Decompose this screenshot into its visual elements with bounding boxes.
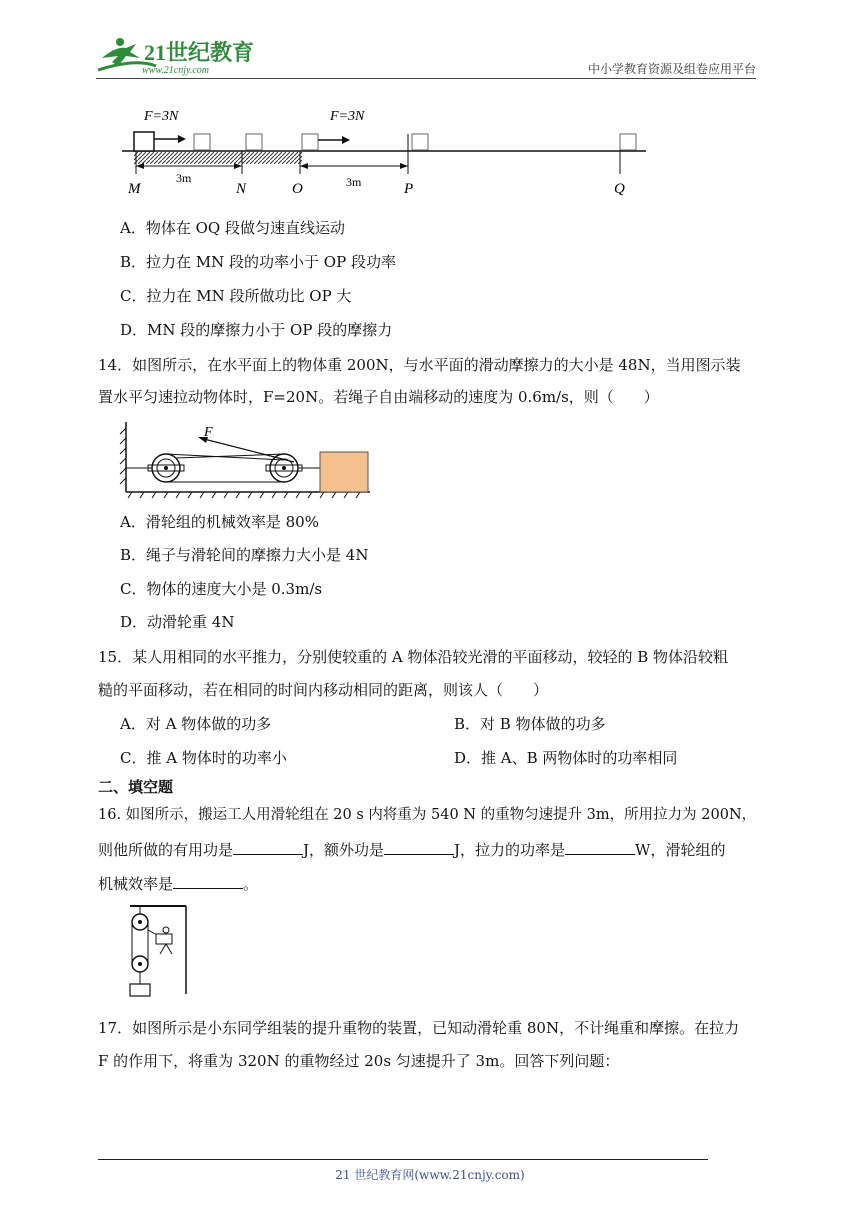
q16-stem-line3 xyxy=(98,873,258,894)
force-label-1: F=3N xyxy=(144,109,179,124)
blank-useful-work[interactable] xyxy=(233,839,303,855)
q15-stem-line2: 糙的平面移动，若在相同的时间内移动相同的距离，则该人（ ） xyxy=(98,681,549,699)
q13-option-d: D．MN 段的摩擦力小于 OP 段的摩擦力 xyxy=(120,321,393,339)
blank-extra-work[interactable] xyxy=(384,839,454,855)
header-rule xyxy=(96,78,756,79)
figure-q14 xyxy=(118,420,374,500)
point-label-p: P xyxy=(404,181,414,197)
q16-text-power: J，拉力的功率是 xyxy=(454,841,566,859)
logo-url: www.21cnjy.com xyxy=(142,65,210,76)
section-heading: 二、填空题 xyxy=(98,778,174,796)
header-platform-text: 中小学教育资源及组卷应用平台 xyxy=(587,62,756,76)
distance-label-mn: 3m xyxy=(176,171,192,185)
distance-label-op: 3m xyxy=(346,175,362,189)
point-label-o: O xyxy=(292,181,303,197)
q13-option-c: C．拉力在 MN 段所做功比 OP 大 xyxy=(120,287,352,305)
footer-rule xyxy=(98,1159,708,1160)
q15-option-b: B．对 B 物体做的功多 xyxy=(454,715,606,733)
q14-option-b: B．绳子与滑轮间的摩擦力大小是 4N xyxy=(120,546,369,564)
q14-option-a: A．滑轮组的机械效率是 80% xyxy=(120,513,319,531)
blank-power[interactable] xyxy=(565,839,635,855)
force-label-2: F=3N xyxy=(330,109,365,124)
point-label-q: Q xyxy=(614,181,625,197)
point-label-n: N xyxy=(236,181,247,197)
q14-option-d: D．动滑轮重 4N xyxy=(120,613,235,631)
q14-option-c: C．物体的速度大小是 0.3m/s xyxy=(120,580,323,598)
blank-efficiency[interactable] xyxy=(173,873,243,889)
q14-stem-line2: 置水平匀速拉动物体时，F=20N。若绳子自由端移动的速度为 0.6m/s，则（ ） xyxy=(98,388,659,406)
q16-text-extra-work: J，额外功是 xyxy=(303,841,385,859)
figure-q16 xyxy=(122,900,192,1004)
q17-stem-line2: F 的作用下，将重为 320N 的重物经过 20s 匀速提升了 3m。回答下列问题： xyxy=(98,1052,620,1070)
q13-option-b: B．拉力在 MN 段的功率小于 OP 段功率 xyxy=(120,253,396,271)
q16-text-efficiency: 机械效率是 xyxy=(98,875,174,893)
point-label-m: M xyxy=(128,181,141,197)
q15-option-a: A．对 A 物体做的功多 xyxy=(120,715,272,733)
q15-stem-line1: 15．某人用相同的水平推力，分别使较重的 A 物体沿较光滑的平面移动，较轻的 B 物体沿较粗 xyxy=(98,648,729,666)
q13-option-a: A．物体在 OQ 段做匀速直线运动 xyxy=(120,219,345,237)
q16-text-efficiency-lead: W，滑轮组的 xyxy=(635,841,726,859)
q15-option-c: C．推 A 物体时的功率小 xyxy=(120,749,287,767)
q15-option-d: D．推 A、B 两物体时的功率相同 xyxy=(454,749,678,767)
q16-text-useful-work: 则他所做的有用功是 xyxy=(98,841,234,859)
logo-text: 21世纪教育 xyxy=(144,40,255,65)
q16-text-period: 。 xyxy=(243,875,259,893)
q14-stem-line1: 14．如图所示，在水平面上的物体重 200N，与水平面的滑动摩擦力的大小是 48N，当用图示装 xyxy=(98,356,741,374)
footer-text: 21 世纪教育网(www.21cnjy.com) xyxy=(335,1168,525,1182)
force-label-f: F xyxy=(204,425,213,440)
figure-q13 xyxy=(118,104,658,200)
q16-stem-line2 xyxy=(98,839,725,860)
q16-stem-line1: 16. 如图所示，搬运工人用滑轮组在 20 s 内将重为 540 N 的重物匀速提升 3m，所用拉力为 200N， xyxy=(98,807,757,823)
q17-stem-line1: 17．如图所示是小东同学组装的提升重物的装置，已知动滑轮重 80N，不计绳重和摩擦。在拉力 xyxy=(98,1019,740,1037)
logo xyxy=(96,36,266,76)
